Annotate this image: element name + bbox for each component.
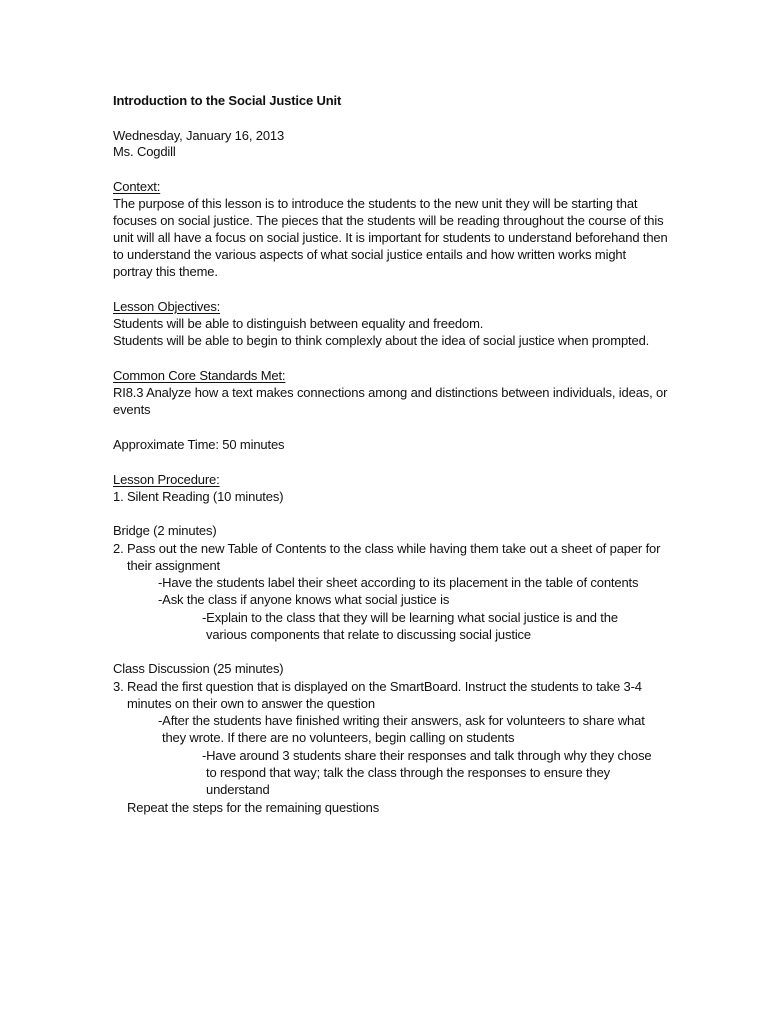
approximate-time: Approximate Time: 50 minutes [113,437,285,452]
procedure-substep: -Have the students label their sheet according to its placement in the table of contents [158,575,639,590]
standards-line: RI8.3 Analyze how a text makes connections among and distinctions between individuals, ideas, or [113,385,668,400]
procedure-subsubstep-continued: understand [206,782,270,797]
context-heading: Context: [113,179,161,194]
context-line: The purpose of this lesson is to introduce the students to the new unit they will be starting that [113,196,638,211]
page-title: Introduction to the Social Justice Unit [113,93,342,108]
procedure-heading: Lesson Procedure: [113,472,220,487]
context-line: portray this theme. [113,264,218,279]
procedure-substep-continued: they wrote. If there are no volunteers, begin calling on students [162,730,515,745]
bridge-heading: Bridge (2 minutes) [113,523,217,538]
lesson-date: Wednesday, January 16, 2013 [113,128,285,143]
objective-item: Students will be able to begin to think complexly about the idea of social justice when prompted. [113,333,650,348]
standards-heading: Common Core Standards Met: [113,368,286,383]
procedure-subsubstep: -Have around 3 students share their responses and talk through why they chose [202,748,652,763]
procedure-subsubstep-continued: to respond that way; talk the class through the responses to ensure they [206,765,611,780]
procedure-step: 1. Silent Reading (10 minutes) [113,489,284,504]
procedure-step-continued: their assignment [127,558,220,573]
objectives-heading: Lesson Objectives: [113,299,221,314]
procedure-repeat-note: Repeat the steps for the remaining questions [127,800,380,815]
teacher-name: Ms. Cogdill [113,144,176,159]
context-line: unit will all have a focus on social justice. It is important for students to understand beforehand then [113,230,668,245]
discussion-heading: Class Discussion (25 minutes) [113,661,284,676]
context-line: focuses on social justice. The pieces that the students will be reading throughout the course of this [113,213,664,228]
context-line: to understand the various aspects of what social justice entails and how written works might [113,247,626,262]
procedure-subsubstep-continued: various components that relate to discussing social justice [206,627,531,642]
procedure-step-continued: minutes on their own to answer the question [127,696,375,711]
objective-item: Students will be able to distinguish between equality and freedom. [113,316,484,331]
procedure-step: 2. Pass out the new Table of Contents to the class while having them take out a sheet of paper for [113,541,661,556]
procedure-substep: -After the students have finished writing their answers, ask for volunteers to share what [158,713,645,728]
standards-line: events [113,402,151,417]
procedure-substep: -Ask the class if anyone knows what social justice is [158,592,450,607]
procedure-subsubstep: -Explain to the class that they will be learning what social justice is and the [202,610,618,625]
procedure-step: 3. Read the first question that is displayed on the SmartBoard. Instruct the students to take 3-4 [113,679,642,694]
